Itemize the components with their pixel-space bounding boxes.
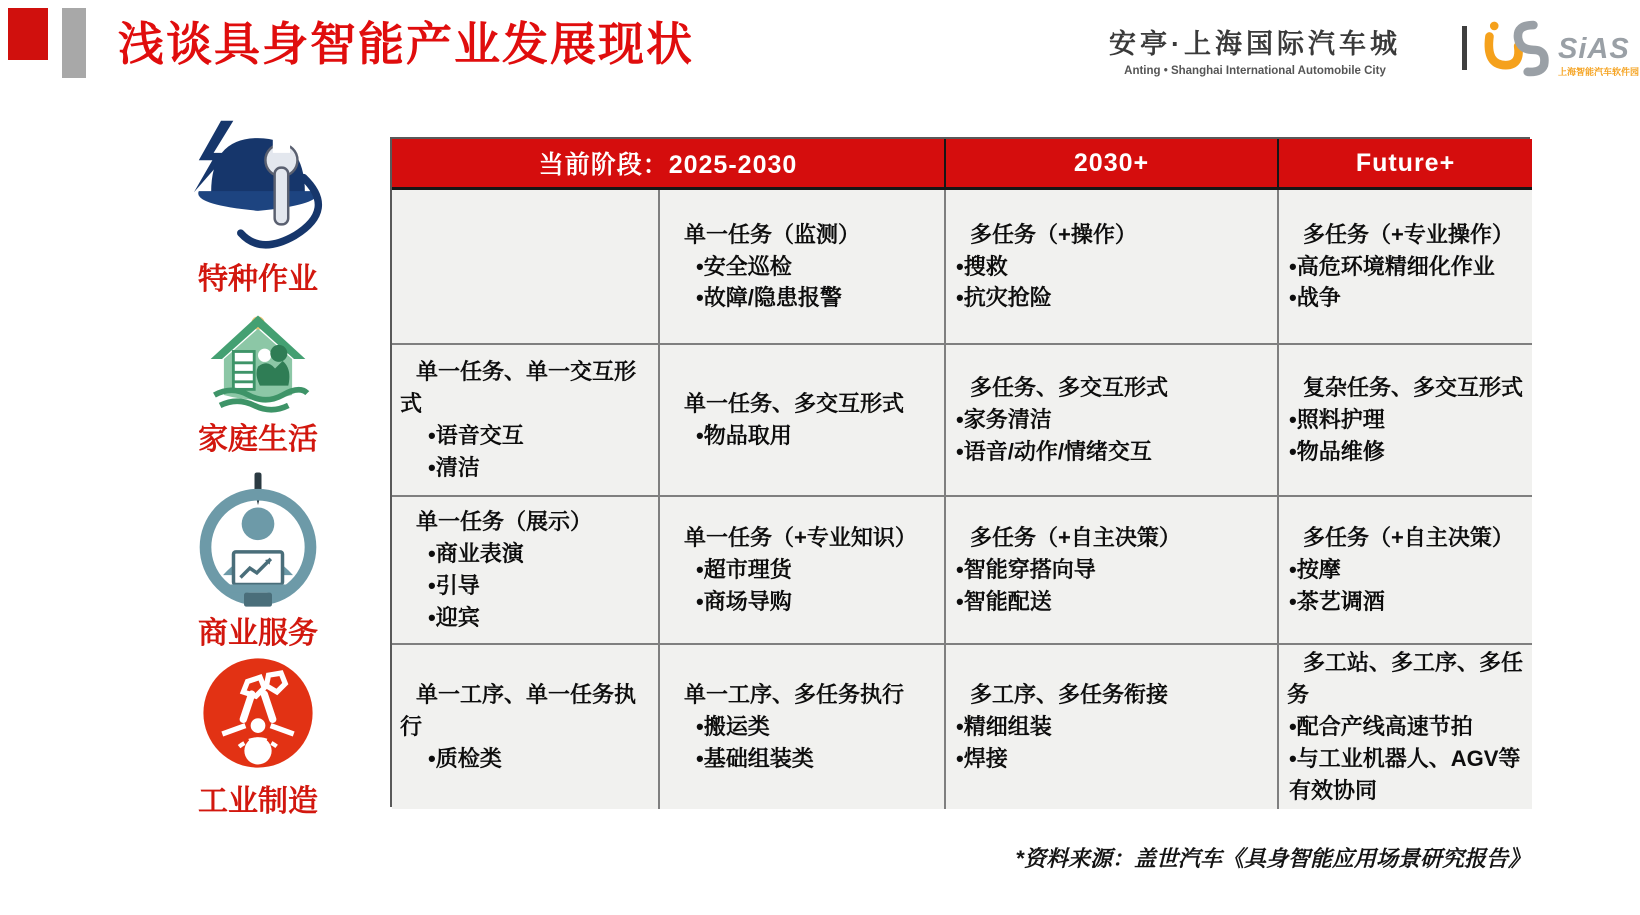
bullet-item: •配合产线高速节拍 — [1289, 714, 1473, 740]
bullet-item: •搜救 — [956, 253, 1008, 279]
cell-title: 多任务（+专业操作） — [1303, 221, 1514, 247]
bullet-item: •战争 — [1289, 285, 1341, 311]
source-note: *资料来源：盖世汽车《具身智能应用场景研究报告》 — [1015, 846, 1530, 871]
table-cell — [1279, 645, 1532, 809]
industrial-robot-icon — [194, 650, 322, 776]
bullet-item: •引导 — [428, 573, 480, 598]
table-cell — [392, 645, 660, 809]
sias-swoosh-icon — [1478, 16, 1564, 78]
bullet-item: •焊接 — [956, 745, 1008, 771]
page-title: 浅谈具身智能产业发展现状 — [118, 18, 694, 70]
bullet-item: •物品维修 — [1289, 438, 1385, 464]
bullet-item: •基础组装类 — [696, 745, 814, 771]
bullet-item: •商业表演 — [428, 541, 524, 567]
table-header-current-stage: 当前阶段：2025-2030 — [392, 139, 946, 190]
cell-title: 单一任务（展示） — [416, 509, 593, 535]
bullet-item: •按摩 — [1289, 557, 1341, 583]
bullet-item: •迎宾 — [428, 604, 480, 630]
sias-logo — [1478, 16, 1639, 78]
business-service-icon — [188, 470, 328, 608]
bullet-item: •质检类 — [428, 745, 502, 771]
cell-title: 复杂任务、多交互形式 — [1303, 375, 1524, 401]
cell-bullets — [668, 711, 936, 775]
category-commercial-service — [178, 470, 338, 652]
cell-title: 单一工序、单一任务执行 — [400, 682, 637, 740]
cell-bullets — [1287, 711, 1524, 807]
cell-title: 单一任务（监测） — [684, 221, 861, 247]
table-cell — [946, 645, 1279, 809]
cell-title: 多任务（+操作） — [970, 221, 1137, 247]
sias-logo-text: SiAS — [1558, 32, 1630, 65]
bullet-item: •茶艺调酒 — [1289, 588, 1385, 614]
cell-title: 多工站、多工序、多任务 — [1287, 650, 1524, 708]
cell-bullets — [1287, 251, 1524, 315]
cell-title: 多任务（+自主决策） — [970, 525, 1181, 551]
bullet-item: •抗灾抢险 — [956, 285, 1052, 311]
table-header-futureplus: Future+ — [1279, 139, 1532, 190]
table-header-2030plus: 2030+ — [946, 139, 1279, 190]
cell-title: 多任务（+自主决策） — [1303, 525, 1514, 551]
cell-title: 单一任务、单一交互形式 — [400, 359, 637, 417]
bullet-item: •物品取用 — [696, 423, 792, 448]
table-cell — [660, 345, 946, 497]
bullet-item: •精细组装 — [956, 714, 1052, 740]
house-icon — [199, 306, 317, 414]
bullet-item: •搬运类 — [696, 714, 770, 740]
table-cell — [1279, 190, 1532, 345]
table-cell — [946, 345, 1279, 497]
cell-bullets — [1287, 404, 1524, 468]
cell-title: 多任务、多交互形式 — [970, 375, 1169, 401]
helmet-icon — [183, 106, 333, 254]
cell-bullets — [954, 404, 1269, 468]
cell-bullets — [400, 538, 650, 634]
bullet-item: •超市理货 — [696, 557, 792, 583]
table-cell — [660, 497, 946, 645]
table-cell — [392, 345, 660, 497]
table-cell — [946, 497, 1279, 645]
title-accent-gray-bar — [62, 8, 86, 78]
cell-bullets — [954, 251, 1269, 315]
cell-title: 多工序、多任务衔接 — [970, 682, 1169, 708]
logo-divider — [1462, 26, 1467, 70]
category-home-life — [178, 306, 338, 458]
bullet-item: •与工业机器人、AGV等有效协同 — [1289, 745, 1521, 803]
cell-bullets — [954, 711, 1269, 775]
bullet-item: •家务清洁 — [956, 407, 1052, 433]
cell-bullets — [668, 420, 936, 452]
bullet-item: •智能配送 — [956, 588, 1052, 614]
table-cell — [392, 497, 660, 645]
bullet-item: •清洁 — [428, 454, 480, 480]
cell-bullets — [400, 743, 650, 775]
table-cell — [660, 645, 946, 809]
anting-logo-cn: 安亭·上海国际汽车城 — [1109, 29, 1401, 59]
table-cell — [1279, 497, 1532, 645]
bullet-item: •语音/动作/情绪交互 — [956, 438, 1152, 464]
cell-title: 单一工序、多任务执行 — [684, 682, 905, 708]
cell-bullets — [1287, 554, 1524, 618]
sias-logo-tagline: 上海智能汽车软件园 — [1558, 66, 1640, 77]
cell-title: 单一任务、多交互形式 — [684, 391, 905, 417]
bullet-item: •语音交互 — [428, 423, 524, 448]
cell-bullets — [954, 554, 1269, 618]
category-label-commercial-service: 商业服务 — [198, 617, 318, 650]
table-cell — [392, 190, 660, 345]
category-label-home-life: 家庭生活 — [198, 423, 318, 456]
bullet-item: •高危环境精细化作业 — [1289, 253, 1495, 279]
bullet-item: •商场导购 — [696, 588, 792, 614]
table-cell — [946, 190, 1279, 345]
table-cell — [660, 190, 946, 345]
roadmap-table — [390, 137, 1530, 807]
cell-bullets — [400, 420, 650, 484]
category-industrial-manufacturing — [178, 650, 338, 820]
cell-title: 单一任务（+专业知识） — [684, 525, 917, 551]
bullet-item: •安全巡检 — [696, 253, 792, 279]
anting-logo — [1105, 22, 1405, 77]
cell-bullets — [668, 554, 936, 618]
bullet-item: •故障/隐患报警 — [696, 285, 842, 311]
title-accent-red-square — [8, 8, 48, 60]
table-cell — [1279, 345, 1532, 497]
bullet-item: •智能穿搭向导 — [956, 557, 1096, 583]
category-special-operations — [178, 106, 338, 298]
bullet-item: •照料护理 — [1289, 407, 1385, 433]
anting-logo-en: Anting • Shanghai International Automobile City — [1124, 65, 1386, 77]
cell-bullets — [668, 251, 936, 315]
category-label-industrial-manufacturing: 工业制造 — [198, 785, 318, 818]
category-label-special-operations: 特种作业 — [198, 263, 318, 296]
